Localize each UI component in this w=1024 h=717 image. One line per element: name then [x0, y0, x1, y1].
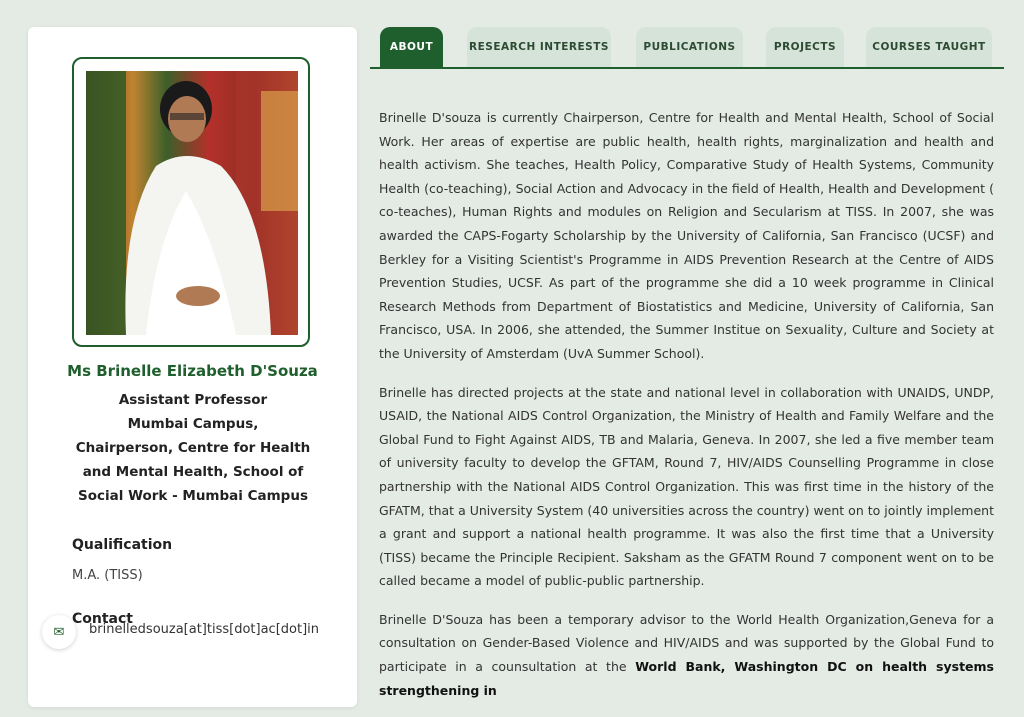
role-line: Social Work - Mumbai Campus: [78, 488, 308, 504]
tab-research-interests[interactable]: RESEARCH INTERESTS: [467, 27, 611, 67]
about-paragraph: [379, 608, 994, 702]
tab-publications[interactable]: PUBLICATIONS: [636, 27, 743, 67]
role-line: Mumbai Campus,: [127, 416, 259, 432]
profile-name: Ms Brinelle Elizabeth D'Souza: [67, 362, 318, 380]
profile-photo: [86, 71, 298, 335]
profile-tabs: [370, 27, 1004, 69]
contact-heading: Contact: [72, 611, 133, 627]
about-paragraph-text: Brinelle D'Souza has been a temporary advisor to the World Health Organization,Geneva for a consultation on Gender-Based Violence and HIV/AIDS and was supported by the Global Fund to participate in a counsultation at the: [379, 611, 994, 675]
profile-roles: [68, 388, 318, 508]
role-line: Chairperson, Centre for Health: [75, 440, 311, 456]
about-content: [379, 106, 994, 717]
qualification-value: M.A. (TISS): [72, 568, 143, 583]
profile-card: [28, 27, 357, 707]
role-line: and Mental Health, School of: [82, 464, 304, 480]
role-line: Assistant Professor: [118, 392, 268, 408]
about-paragraph-bold: World Bank, Washington DC on health systems strengthening in: [379, 659, 995, 698]
about-paragraph: Brinelle D'souza is currently Chairperson, Centre for Health and Mental Health, School of Social Work. Her areas of expertise are public health, health rights, marginalization and health and health activism. She teaches, Health Policy, Comparative Study of Health Systems, Community Health (co-teaching), Social Action and Advocacy in the field of Health, Health and Development ( co-teaches), Human Rights and modules on Religion and Secularism at TISS. In 2007, she was awarded the CAPS-Fogarty Scholarship by the University of California, San Francisco (UCSF) and Berkley for a Visiting Scientist's Programme in AIDS Prevention Research at the Centre of AIDS Prevention Studies, UCSF. As part of the programme she did a 10 week programme in Clinical Research Methods from Department of Biostatistics and Medicine, University of California, San Francisco, USA. In 2006, she attended, the Summer Institue on Sexuality, Culture and Society at the University of Amsterdam (UvA Summer School).: [379, 110, 994, 361]
profile-photo-frame: [72, 57, 310, 347]
about-paragraph: Brinelle has directed projects at the state and national level in collaboration with UNAIDS, UNDP, USAID, the National AIDS Control Organization, the Ministry of Health and Family Welfare and the Global Fund to Fight Against AIDS, TB and Malaria, Geneva. In 2007, she led a five member team of university faculty to develop the GFTAM, Round 7, HIV/AIDS Counselling Programme in close partnership with the National AIDS Control Organization. This was first time in the history of the GFATM, that a University System (40 universities across the country) went on to jointly implement a grant and support a national health programme. It was also the first time that a University (TISS) became the Principle Recipient. Saksham as the GFATM Round 7 component went on to be called became a model of public-public partnership.: [379, 384, 994, 589]
mail-icon[interactable]: ✉: [42, 615, 76, 649]
qualification-heading: Qualification: [72, 537, 173, 553]
contact-email[interactable]: brinelledsouza[at]tiss[dot]ac[dot]in: [89, 622, 319, 637]
tab-projects[interactable]: PROJECTS: [766, 27, 844, 67]
tab-courses-taught[interactable]: COURSES TAUGHT: [866, 27, 992, 67]
tab-about[interactable]: ABOUT: [380, 27, 443, 67]
